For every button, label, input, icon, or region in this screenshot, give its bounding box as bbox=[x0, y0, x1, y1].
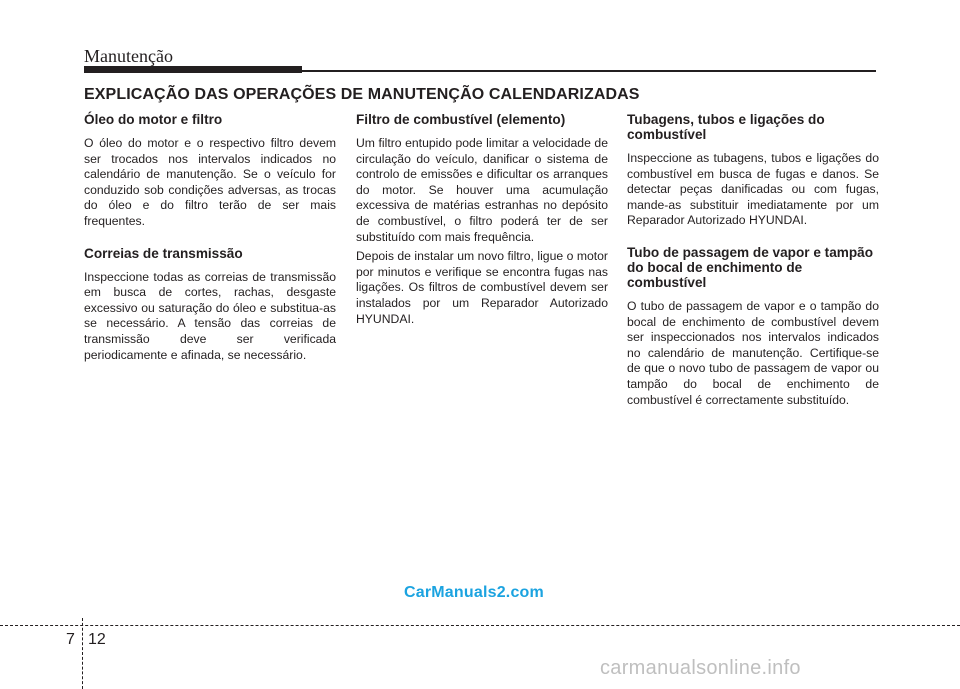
header-rule-thin bbox=[302, 70, 876, 72]
heading-oil-filter: Óleo do motor e filtro bbox=[84, 112, 223, 127]
column-2 bbox=[356, 112, 608, 331]
heading-fuel-lines: Tubagens, tubos e ligações do combustível bbox=[627, 112, 825, 142]
heading-fuel-filter: Filtro de combustível (elemento) bbox=[356, 112, 566, 127]
heading-drive-belts: Correias de transmissão bbox=[84, 245, 243, 261]
paragraph-drive-belts: Inspeccione todas as correias de transmissão em busca de cortes, rachas, desgaste excessivo ou saturação do óleo e substitua-as se necessário. A tensão das correias de transmissão deve ser verificada periodicamente e afinada, se necessário. bbox=[84, 269, 336, 362]
chapter-title: Manutenção bbox=[84, 46, 173, 66]
paragraph-fuel-filter-1: Um filtro entupido pode limitar a velocidade de circulação do veículo, danificar o sistema de controlo de emissões e dificultar os arranques do motor. Se houver uma acumulação excessiva de matérias estranhas no depósito de combustível, o filtro poderá ter de ser substituído com mais frequência. bbox=[356, 136, 608, 244]
paragraph-fuel-lines: Inspeccione as tubagens, tubos e ligações do combustível em busca de fugas e danos. Se detectar peças danificadas ou com fugas, mande-as substituir imediatamente por um Reparador Autorizado HYUNDAI. bbox=[627, 151, 879, 228]
footer-divider-horizontal bbox=[0, 625, 960, 626]
paragraph-fuel-filter-2: Depois de instalar um novo filtro, ligue o motor por minutos e verifique se encontra fugas nas ligações. Os filtros de combustível devem ser instalados por um Reparador Autorizado HYUNDAI. bbox=[356, 249, 608, 326]
column-1 bbox=[84, 112, 336, 367]
paragraph-oil-filter: O óleo do motor e o respectivo filtro devem ser trocados nos intervalos indicados no calendário de manutenção. Se o veículo for conduzido sob condições adversas, as trocas do óleo e do filtro terão de ser mais frequentes. bbox=[84, 136, 336, 228]
page-chapter-number: 7 bbox=[66, 631, 75, 648]
column-3 bbox=[627, 112, 879, 412]
watermark-link[interactable]: CarManuals2.com bbox=[404, 584, 544, 601]
paragraph-vapor-hose: O tubo de passagem de vapor e o tampão do bocal de enchimento de combustível devem ser inspeccionados nos intervalos indicados no calendário de manutenção. Certifique-se de que o novo tubo de passagem de vapor ou tampão do bocal de enchimento de combustível é correctamente substituído. bbox=[627, 298, 879, 407]
heading-vapor-hose: Tubo de passagem de vapor e tampão do bocal de enchimento de combustível bbox=[627, 244, 874, 290]
site-watermark: carmanualsonline.info bbox=[600, 657, 801, 679]
footer-divider-vertical bbox=[82, 618, 83, 689]
header-rule-thick bbox=[84, 66, 302, 73]
page-number: 12 bbox=[88, 631, 106, 648]
section-title: EXPLICAÇÃO DAS OPERAÇÕES DE MANUTENÇÃO CALENDARIZADAS bbox=[84, 86, 640, 103]
